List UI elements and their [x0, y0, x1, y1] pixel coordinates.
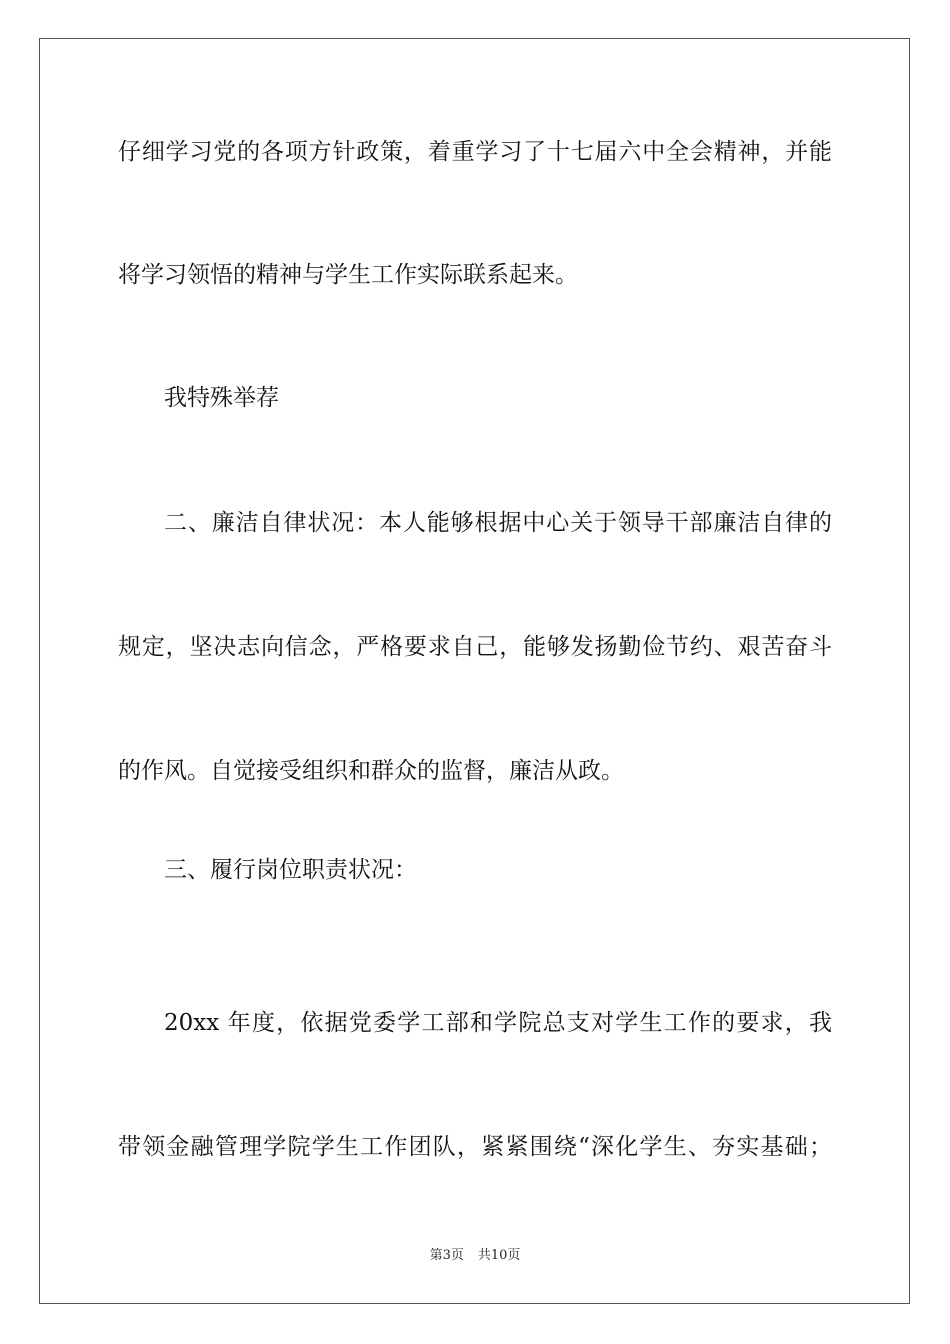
paragraph-line: 我特殊举荐	[164, 385, 279, 411]
page-total: 共10页	[477, 1248, 521, 1263]
page-footer	[0, 1247, 950, 1265]
paragraph-line: 20xx 年度，依据党委学工部和学院总支对学生工作的要求，我	[164, 1010, 832, 1036]
paragraph-line: 二、廉洁自律状况：本人能够根据中心关于领导干部廉洁自律的	[164, 510, 832, 536]
paragraph-line: 仔细学习党的各项方针政策，着重学习了十七届六中全会精神，并能	[118, 139, 832, 165]
paragraph-line: 带领金融管理学院学生工作团队，紧紧围绕“深化学生、夯实基础；	[118, 1134, 832, 1160]
paragraph-line: 规定，坚决志向信念，严格要求自己，能够发扬勤俭节约、艰苦奋斗	[118, 634, 832, 660]
paragraph-line: 的作风。自觉接受组织和群众的监督，廉洁从政。	[118, 758, 624, 784]
paragraph-line: 将学习领悟的精神与学生工作实际联系起来。	[118, 262, 578, 288]
page-border	[39, 38, 910, 1304]
page-number: 第3页	[429, 1248, 464, 1263]
section-heading: 三、履行岗位职责状况：	[164, 857, 417, 883]
